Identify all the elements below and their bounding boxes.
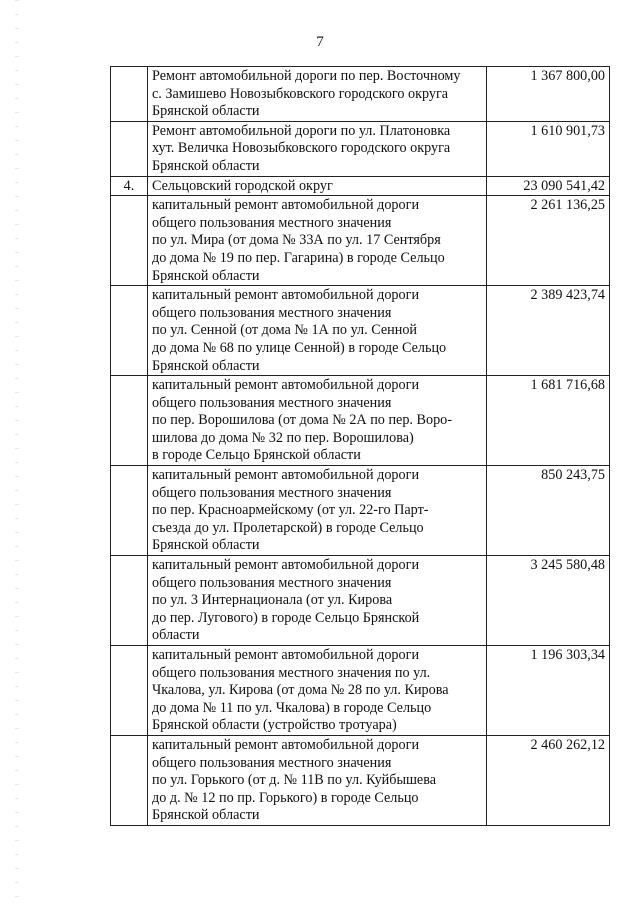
description-line: общего пользования местного значения bbox=[152, 484, 392, 501]
row-amount-cell: 2 261 136,25 bbox=[487, 196, 610, 286]
description-line: капитальный ремонт автомобильной дороги bbox=[152, 557, 420, 574]
row-description-cell bbox=[148, 376, 487, 466]
row-description-cell bbox=[148, 556, 487, 646]
description-line: общего пользования местного значения bbox=[152, 754, 392, 771]
row-description-cell bbox=[148, 67, 487, 122]
table-row bbox=[111, 556, 610, 646]
row-amount-cell: 1 681 716,68 bbox=[487, 376, 610, 466]
table-row bbox=[111, 286, 610, 376]
table-row bbox=[111, 735, 610, 825]
row-amount-cell: 2 460 262,12 bbox=[487, 735, 610, 825]
row-description-cell bbox=[148, 735, 487, 825]
table-row bbox=[111, 67, 610, 122]
row-description-cell bbox=[148, 466, 487, 556]
description-line: с. Замишево Новозыбковского городского округа bbox=[152, 85, 449, 102]
description-line: области bbox=[152, 627, 200, 644]
row-number-cell: 4. bbox=[111, 176, 148, 196]
description-line: в городе Сельцо Брянской области bbox=[152, 447, 361, 464]
description-line: Брянской области bbox=[152, 537, 260, 554]
row-amount-cell: 3 245 580,48 bbox=[487, 556, 610, 646]
row-number-cell bbox=[111, 646, 148, 736]
description-line: Брянской области (устройство тротуара) bbox=[152, 717, 397, 734]
description-line: общего пользования местного значения по ул. bbox=[152, 664, 431, 681]
description-line: капитальный ремонт автомобильной дороги bbox=[152, 736, 420, 753]
row-description-cell bbox=[148, 196, 487, 286]
row-description-cell bbox=[148, 646, 487, 736]
description-line: Брянской области bbox=[152, 267, 260, 284]
row-amount-cell: 850 243,75 bbox=[487, 466, 610, 556]
table-row bbox=[111, 646, 610, 736]
row-amount-cell: 1 367 800,00 bbox=[487, 67, 610, 122]
description-line: общего пользования местного значения bbox=[152, 214, 392, 231]
row-amount-cell: 23 090 541,42 bbox=[487, 176, 610, 196]
row-amount-cell: 1 196 303,34 bbox=[487, 646, 610, 736]
description-line: по ул. Мира (от дома № 33А по ул. 17 Сентября bbox=[152, 232, 441, 249]
description-line: Брянской области bbox=[152, 103, 260, 120]
row-number-cell bbox=[111, 735, 148, 825]
description-line: общего пользования местного значения bbox=[152, 304, 392, 321]
description-line: Ремонт автомобильной дороги по ул. Платоновка bbox=[152, 122, 451, 139]
description-line: до дома № 68 по улице Сенной) в городе Сельцо bbox=[152, 339, 447, 356]
budget-table bbox=[110, 66, 610, 826]
description-line: общего пользования местного значения bbox=[152, 394, 392, 411]
row-description-cell bbox=[148, 121, 487, 176]
row-number-cell bbox=[111, 286, 148, 376]
description-line: Брянской области bbox=[152, 157, 260, 174]
description-line: шилова до дома № 32 по пер. Ворошилова) bbox=[152, 429, 414, 446]
table-row bbox=[111, 121, 610, 176]
table-row bbox=[111, 196, 610, 286]
description-line: до д. № 12 по пр. Горького) в городе Сельцо bbox=[152, 789, 419, 806]
description-line: капитальный ремонт автомобильной дороги bbox=[152, 377, 420, 394]
row-number-cell bbox=[111, 556, 148, 646]
description-line: капитальный ремонт автомобильной дороги bbox=[152, 647, 420, 663]
description-line: до пер. Лугового) в городе Сельцо Брянской bbox=[152, 609, 420, 626]
description-line: Чкалова, ул. Кирова (от дома № 28 по ул. Кирова bbox=[152, 682, 449, 699]
description-line: Ремонт автомобильной дороги по пер. Восточному bbox=[152, 68, 461, 84]
description-line: съезда до ул. Пролетарской) в городе Сельцо bbox=[152, 519, 424, 536]
row-number-cell bbox=[111, 466, 148, 556]
table-row bbox=[111, 176, 610, 196]
description-line: по ул. Сенной (от дома № 1А по ул. Сенной bbox=[152, 322, 418, 339]
row-amount-cell: 2 389 423,74 bbox=[487, 286, 610, 376]
description-line: Брянской области bbox=[152, 357, 260, 374]
description-line: до дома № 11 по ул. Чкалова) в городе Сельцо bbox=[152, 699, 432, 716]
scan-margin-marks bbox=[15, 0, 19, 905]
row-number-cell bbox=[111, 196, 148, 286]
description-line: хут. Величка Новозыбковского городского округа bbox=[152, 140, 451, 157]
description-line: по ул. Горького (от д. № 11В по ул. Куйбышева bbox=[152, 772, 437, 789]
table-body bbox=[111, 67, 610, 826]
row-number-cell bbox=[111, 376, 148, 466]
description-line: Сельцовский городской округ bbox=[152, 177, 333, 194]
description-line: капитальный ремонт автомобильной дороги bbox=[152, 287, 420, 304]
description-line: по ул. 3 Интернационала (от ул. Кирова bbox=[152, 592, 393, 609]
table-row bbox=[111, 466, 610, 556]
table-row bbox=[111, 376, 610, 466]
description-line: общего пользования местного значения bbox=[152, 574, 392, 591]
row-number-cell bbox=[111, 121, 148, 176]
page-number: 7 bbox=[316, 34, 324, 50]
row-amount-cell: 1 610 901,73 bbox=[487, 121, 610, 176]
row-description-cell bbox=[148, 286, 487, 376]
description-line: по пер. Красноармейскому (от ул. 22-го Парт- bbox=[152, 502, 429, 519]
description-line: по пер. Ворошилова (от дома № 2А по пер. Воро- bbox=[152, 412, 452, 429]
row-number-cell bbox=[111, 67, 148, 122]
row-description-cell bbox=[148, 176, 487, 196]
description-line: капитальный ремонт автомобильной дороги bbox=[152, 197, 420, 214]
description-line: Брянской области bbox=[152, 807, 260, 824]
description-line: капитальный ремонт автомобильной дороги bbox=[152, 467, 420, 484]
description-line: до дома № 19 по пер. Гагарина) в городе Сельцо bbox=[152, 249, 445, 266]
